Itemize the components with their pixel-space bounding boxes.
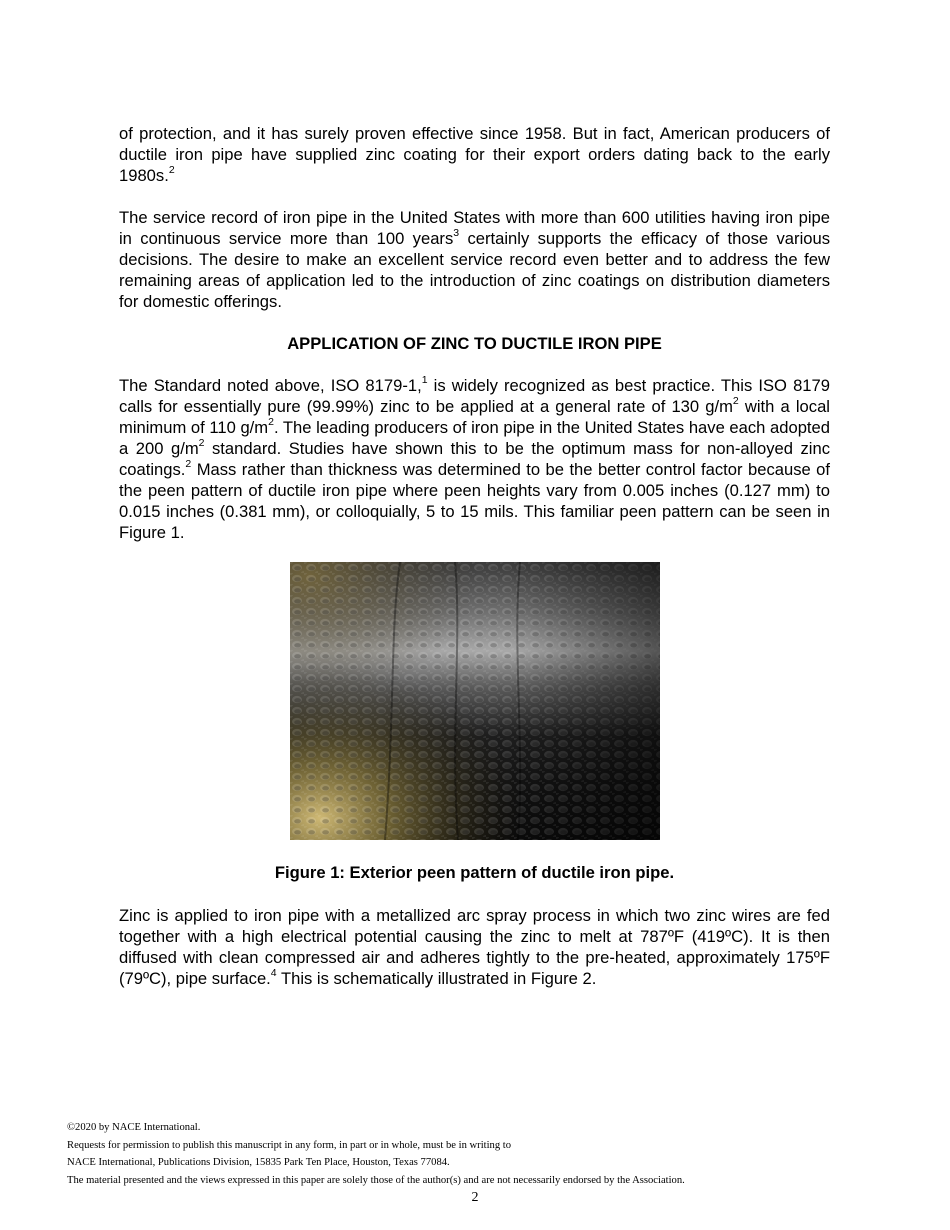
paragraph-arc-spray: Zinc is applied to iron pipe with a metallized arc spray process in which two zinc wires are fed together with a high electrical potential causing the zinc to melt at 787ºF (419ºC). It is then diffused with clean compressed air and adheres tightly to the pre-heated, approximately 175ºF (79ºC), pipe surface.$^4$ This is schematically illustrated in Figure 2. [119, 906, 830, 988]
superscript-2: 2 [732, 395, 739, 408]
main-text-continued [119, 905, 830, 989]
copyright-footer [67, 1119, 887, 1189]
figure-1-peen-pattern-photo [290, 562, 660, 840]
figure-1-caption: Figure 1: Exterior peen pattern of ductile iron pipe. [274, 863, 675, 882]
reference-3: 3 [453, 227, 460, 240]
reference-2: 2 [168, 164, 175, 177]
footer-disclaimer-line: The material presented and the views expressed in this paper are solely those of the author(s) and are not necessarily endorsed by the Association. [67, 1174, 685, 1186]
superscript-2: 2 [268, 416, 274, 429]
page-number: 2 [471, 1190, 479, 1205]
reference-1: 1 [421, 374, 428, 387]
pipe-surface-image [290, 562, 660, 840]
footer-permission-line: Requests for permission to publish this manuscript in any form, in part or in whole, must be in writing to [67, 1139, 512, 1151]
superscript-2: 2 [198, 437, 205, 450]
paragraph-iso-standard: The Standard noted above, ISO 8179-1,$^1$ is widely recognized as best practice. This ISO 8179 calls for essentially pure (99.99%) zinc to be applied at a general rate of 130 $g/m^2$ with a local minimum of 110 $g/m^2$. The leading producers of iron pipe in the United States have each adopted a 200 $g/m^2$ standard. Studies have shown this to be the optimum mass for non-alloyed zinc coatings.$^2$ Mass rather than thickness was determined to be the better control factor because of the peen pattern of ductile iron pipe where peen heights vary from 0.005 inches (0.127 mm) to 0.015 inches (0.381 mm), or colloquially, 5 to 15 mils. This familiar peen pattern can be seen in Figure 1. [119, 374, 831, 542]
reference-4: 4 [270, 967, 277, 980]
reference-2: 2 [185, 458, 192, 471]
paragraph-protection-history: of protection, and it has surely proven effective since 1958. But in fact, American producers of ductile iron pipe have supplied zinc coating for their export orders dating back to the early 1980s.$^2$ [119, 124, 830, 185]
footer-copyright: ©2020 by NACE International. [67, 1122, 201, 1133]
footer-address-line: NACE International, Publications Division, 15835 Park Ten Place, Houston, Texas 77084. [67, 1157, 450, 1168]
paragraph-service-record: The service record of iron pipe in the United States with more than 600 utilities having iron pipe in continuous service more than 100 years$^3$ certainly supports the efficacy of those various decisions. The desire to make an excellent service record even better and to address the few remaining areas of application led to the introduction of zinc coatings on distribution diameters for domestic offerings. [119, 208, 831, 311]
section-heading: APPLICATION OF ZINC TO DUCTILE IRON PIPE [287, 334, 662, 353]
main-text [119, 123, 830, 564]
